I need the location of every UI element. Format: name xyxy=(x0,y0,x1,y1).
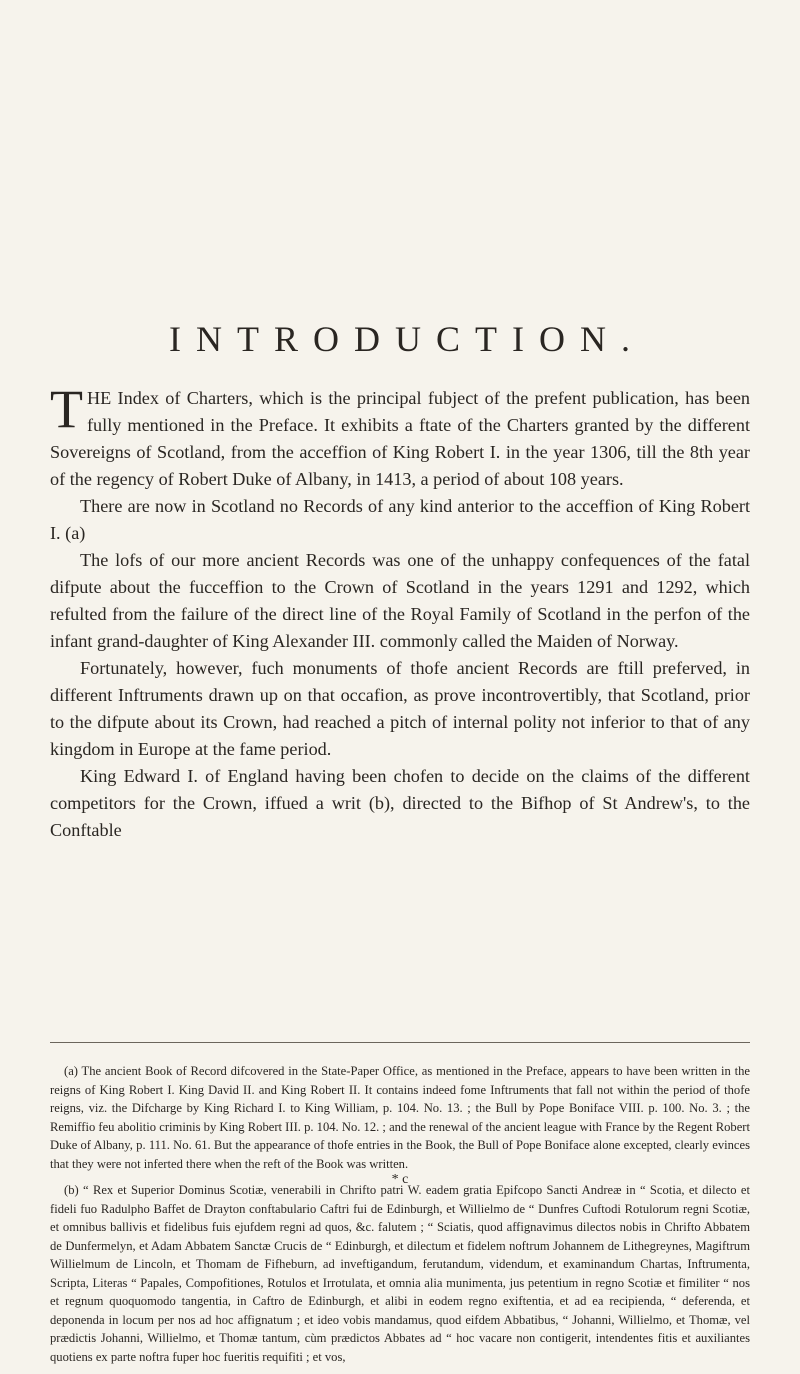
footnote-a: (a) The ancient Book of Record difcovered in the State-Paper Office, as mentioned in the Preface, appears to have been written in the reigns of King Robert I. King David II. and King Robert II. It contains indeed fome Inftruments that fall not within the period of thofe reigns, viz. the Difcharge by King Richard I. to King William, p. 104. No. 13. ; the Bull by Pope Boniface VIII. p. 100. No. 3. ; the Remiffio feu abolitio criminis by King Robert III. p. 104. No. 12. ; and the renewal of the ancient league with France by the Regent Robert Duke of Albany, p. 111. No. 61. But the appearance of thofe entries in the Book, the Bull of Pope Boniface alone excepted, clearly evinces that they were not inferted there when the reft of the Book was written. xyxy=(50,1064,750,1171)
footnote-b: (b) “ Rex et Superior Dominus Scotiæ, venerabili in Chrifto patri W. eadem gratia Epifcopo Sancti Andreæ in “ Scotia, et dilecto et fideli fuo Radulpho Baffet de Drayton conftabulario Caftri fui de Edinburgh, et Willielmo de “ Dunfres Cuftodi Rotulorum regni Scotiæ, et omnibus ballivis et fidelibus fuis ejufdem regni ad quos, &c. falutem ; “ Sciatis, quod affignavimus dilectos nobis in Chrifto Abbatem de Dunfermelyn, et Adam Abbatem Sanctæ Crucis de “ Edinburgh, et dilectum et fidelem noftrum Johannem de Lithegreynes, Magiftrum Willielmum de Lincoln, et Thomam de Fifheburn, ad inveftigandum, ferutandum, videndum, et examinandum Chartas, Inftrumenta, Scripta, Literas “ Papales, Compofitiones, Rotulos et Irrotulata, et omnia alia munimenta, jus petentium in regno Scotiæ et fimiliter “ nos et regnum quoquomodo tangentia, in Caftro de Edinburgh, et alibi in eodem regno exiftentia, et ad ea recipienda, “ deferenda, et deponenda in locum per nos ad hoc affignatum ; et ideo vobis mandamus, quod eifdem Abbatibus, “ Johanni, Willielmo, et Thomæ, vel prædictis Johanni, Willielmo, et Thomæ tantum, cùm prædictos Abbates ad “ hoc vacare non contigerit, intendentes fitis et auxiliantes quotiens ex parte noftra fuper hoc fueritis requifiti ; et vos, xyxy=(50,1183,750,1364)
footnotes xyxy=(50,1062,750,1374)
paragraph-1-text: HE Index of Charters, which is the principal fubject of the prefent publication, has been fully mentioned in the Preface. It exhibits a ftate of the Charters granted by the different Sovereigns of Scotland, from the acceffion of King Robert I. in the year 1306, till the 8th year of the regency of Robert Duke of Albany, in 1413, a period of about 108 years. xyxy=(50,388,750,489)
page-title: INTRODUCTION. xyxy=(169,319,645,359)
drop-cap: T xyxy=(50,379,83,439)
paragraph-5: King Edward I. of England having been chofen to decide on the claims of the different competitors for the Crown, iffued a writ (b), directed to the Bifhop of St Andrew's, to the Conftable xyxy=(50,766,750,840)
paragraph-4: Fortunately, however, fuch monuments of thofe ancient Records are ftill preferved, in different Inftruments drawn up on that occafion, as prove incontrovertibly, that Scotland, prior to the difpute about its Crown, had reached a pitch of internal polity not inferior to that of any kingdom in Europe at the fame period. xyxy=(50,658,750,759)
signature-mark: * c xyxy=(391,1172,409,1187)
footnote-divider xyxy=(50,1042,750,1043)
paragraph-2: There are now in Scotland no Records of any kind anterior to the acceffion of King Robert I. (a) xyxy=(50,496,750,543)
paragraph-3: The lofs of our more ancient Records was one of the unhappy confequences of the fatal difpute about the fucceffion to the Crown of Scotland in the years 1291 and 1292, which refulted from the failure of the direct line of the Royal Family of Scotland in the perfon of the infant grand-daughter of King Alexander III. commonly called the Maiden of Norway. xyxy=(50,550,750,651)
body-text xyxy=(50,379,750,844)
paragraph-1 xyxy=(50,379,750,493)
